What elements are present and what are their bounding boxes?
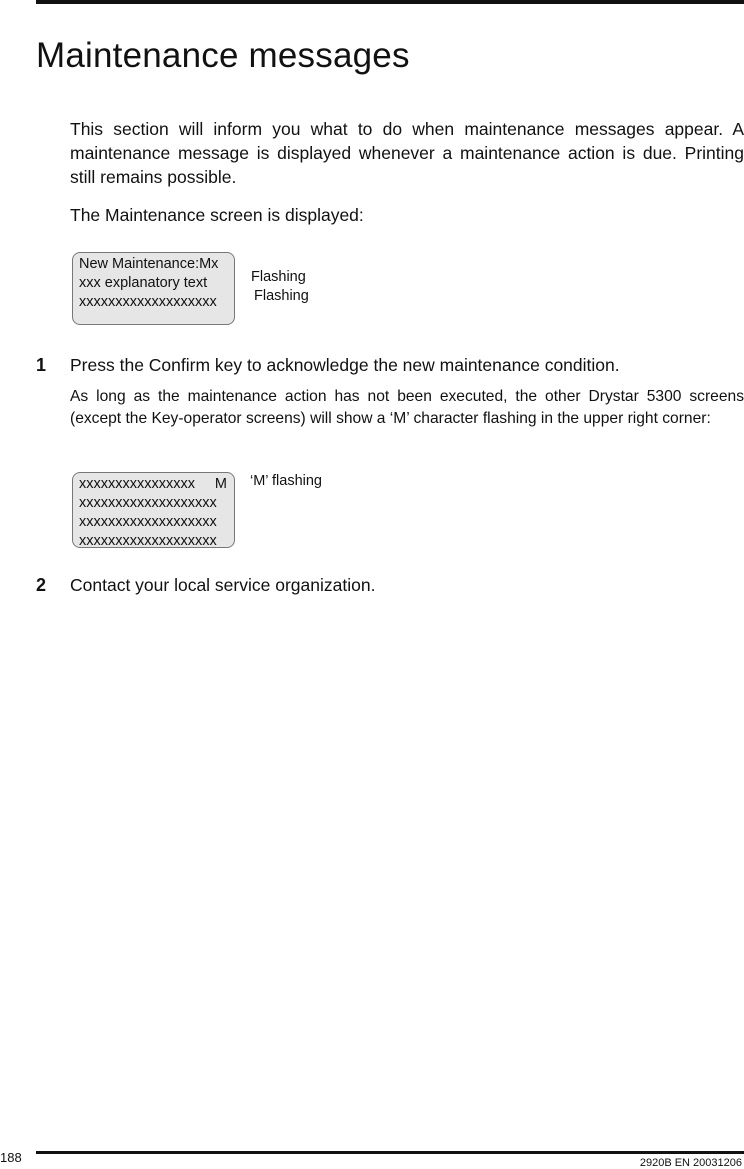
step-number: 1 — [36, 355, 47, 375]
m-flag-screen-display — [72, 472, 235, 548]
flashing-note-2: Flashing — [254, 288, 309, 304]
lcd-line: New Maintenance:Mx — [79, 256, 219, 272]
lcd-line: xxxxxxxxxxxxxxxxxxx — [79, 294, 217, 310]
lcd-line: xxxxxxxxxxxxxxxxxxx — [79, 533, 217, 548]
lcd-line: xxxxxxxxxxxxxxxxxxx — [79, 495, 217, 511]
flashing-note-1: Flashing — [251, 269, 306, 285]
lcd-line: xxxxxxxxxxxxxxxxxxx — [79, 514, 217, 530]
m-flashing-note: ‘M’ flashing — [250, 473, 322, 489]
document-code: 2920B EN 20031206 — [639, 1157, 742, 1169]
bottom-rule — [36, 1151, 744, 1154]
page-title: Maintenance messages — [36, 36, 410, 75]
step-detail: As long as the maintenance action has not been executed, the other Drystar 5300 screens (except the Key-operator screens) will show a ‘M’ character flashing in the upper right corner: — [70, 388, 744, 427]
lcd-line: xxx explanatory text — [79, 275, 208, 291]
lcd-line-text: xxxxxxxxxxxxxxxx — [79, 476, 195, 492]
intro-paragraph: This section will inform you what to do when maintenance messages appear. A maintenance message is displayed whenever a maintenance action is due. Printing still remains possible. — [70, 119, 744, 187]
page-number: 188 — [0, 1150, 22, 1165]
intro-lead-in: The Maintenance screen is displayed: — [70, 205, 364, 225]
lcd-first-line — [79, 475, 234, 494]
m-flag: M — [214, 476, 227, 492]
top-rule — [36, 0, 744, 4]
step-text: Contact your local service organization. — [70, 575, 376, 595]
step-text: Press the Confirm key to acknowledge the new maintenance condition. — [70, 355, 620, 375]
maintenance-screen-display — [72, 252, 235, 325]
step-number: 2 — [36, 575, 47, 595]
